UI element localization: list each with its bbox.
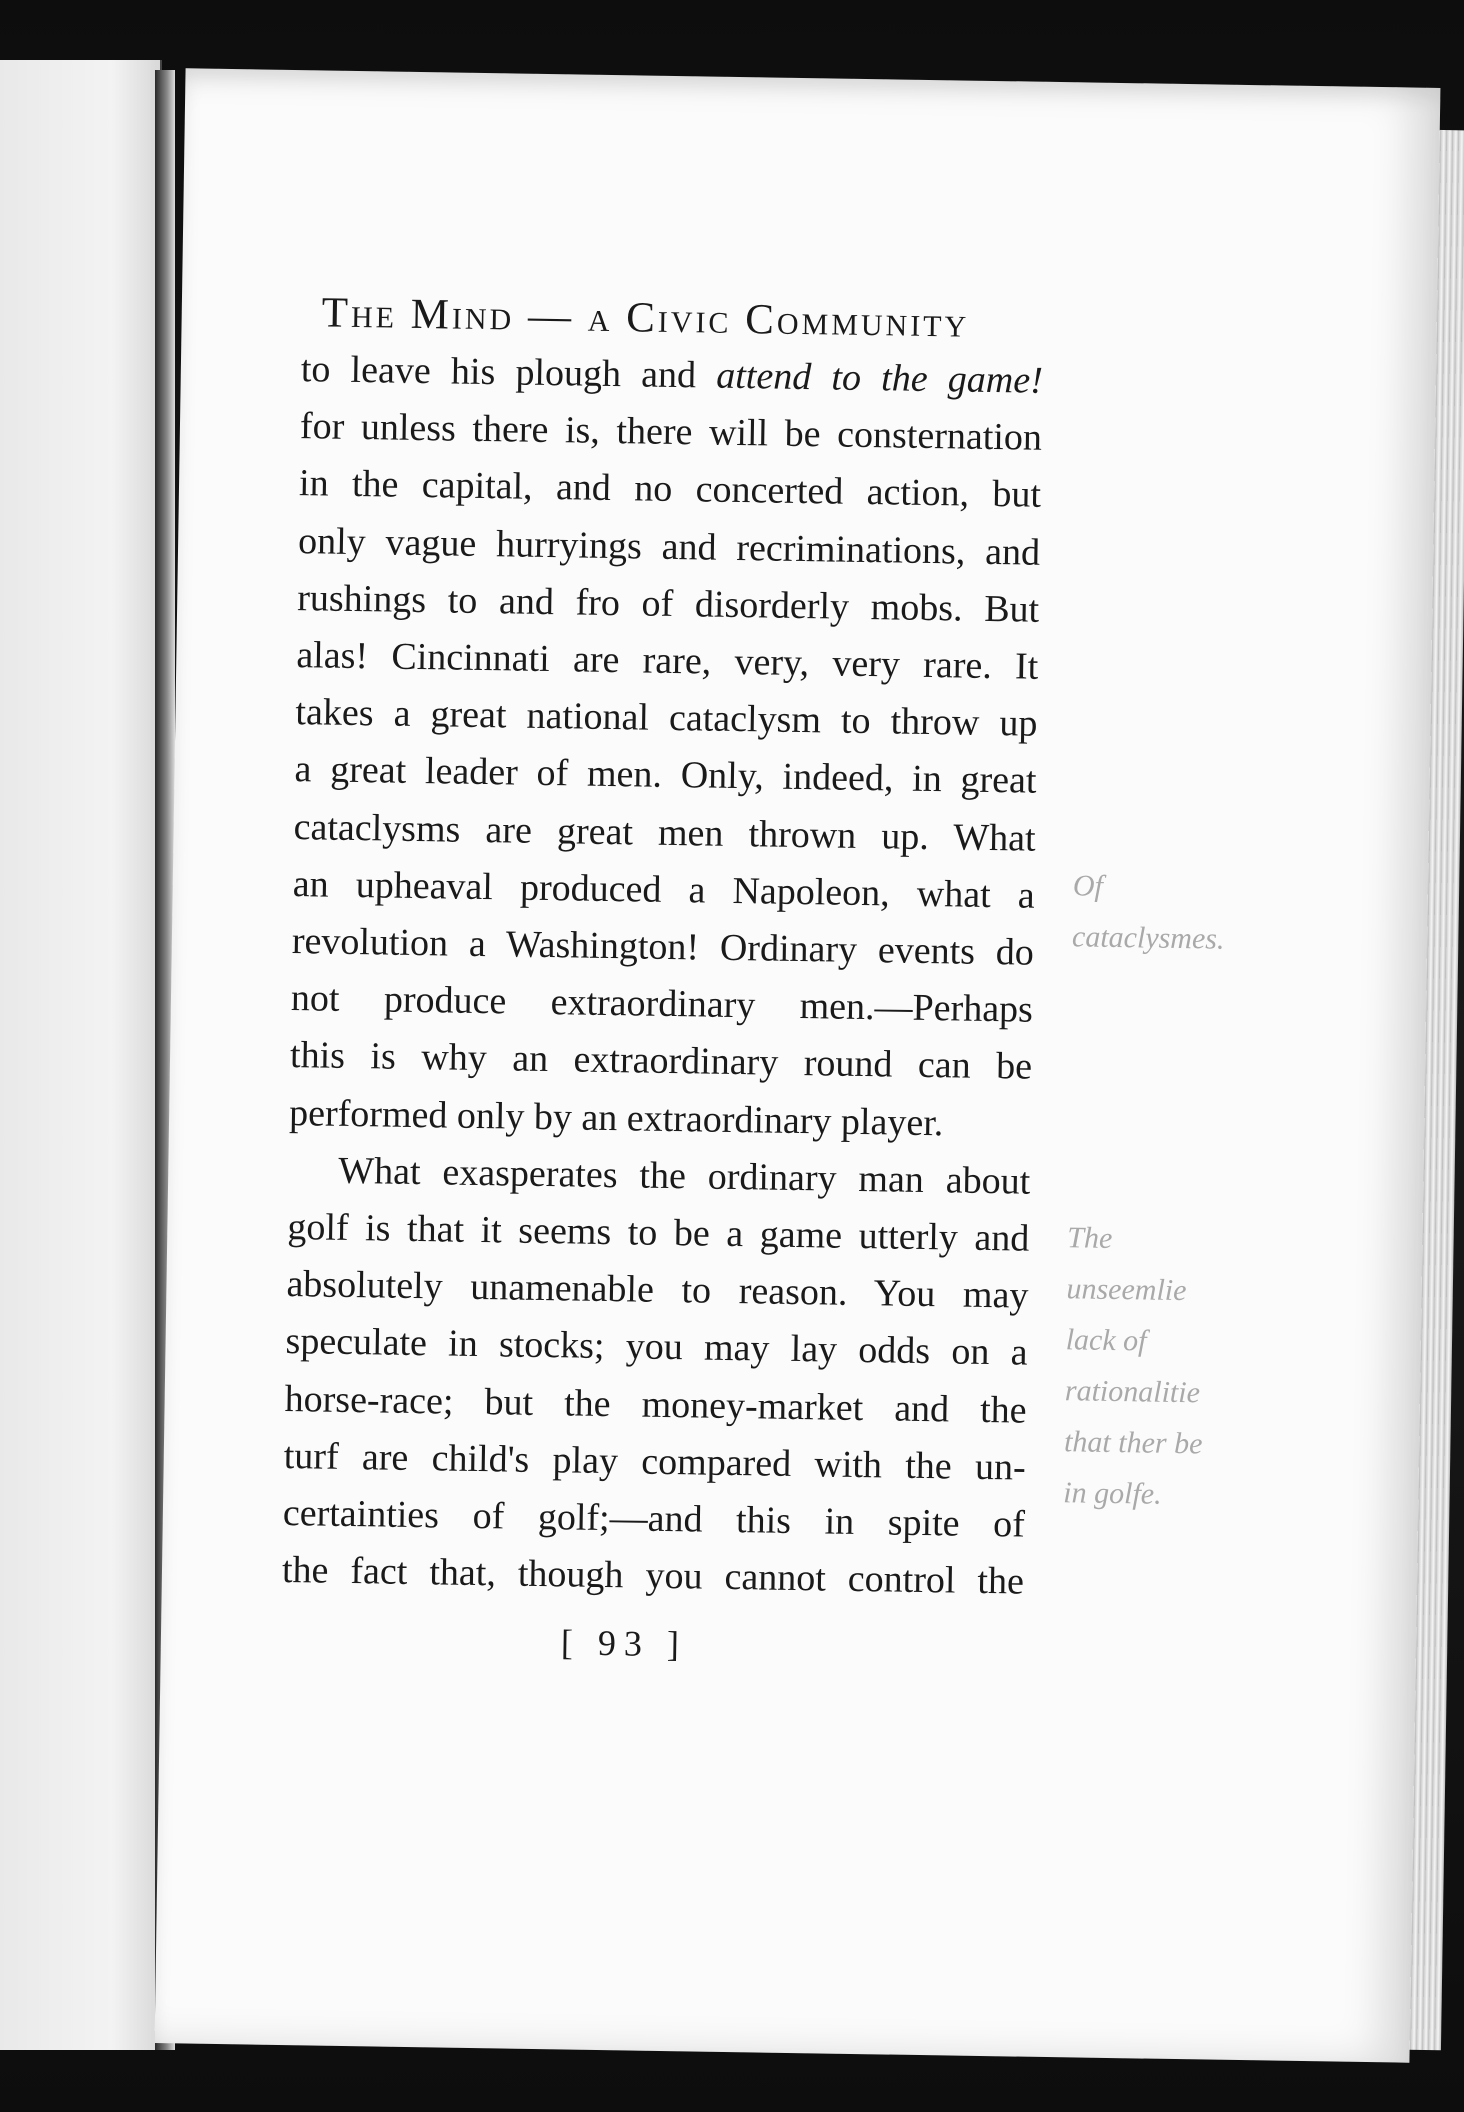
text-line: horse-race; but the money-market and the [284, 1377, 1027, 1432]
emphasis-text: attend to the game! [715, 354, 1044, 402]
text-line: only vague hurryings and recriminations, and [297, 519, 1041, 574]
text-line: absolutely unamenable to reason. You may [286, 1263, 1029, 1317]
text-line: speculate in stocks; you may lay odds on a [285, 1320, 1028, 1375]
margin-note-line: Of [1072, 869, 1104, 903]
text-line: performed only by an extraordinary player. [288, 1091, 944, 1144]
text-line: turf are child's play compared with the un- [283, 1434, 1027, 1489]
running-head: The Mind — a Civic Community [321, 289, 970, 347]
text-line: takes a great national cataclysm to throw up [295, 691, 1038, 745]
text-line: rushings to and fro of disorderly mobs. But [296, 576, 1040, 631]
text-line: golf is that it seems to be a game utterly and [287, 1206, 1030, 1260]
margin-note-line: lack of [1065, 1323, 1147, 1358]
margin-note-line: unseemlie [1066, 1272, 1187, 1308]
margin-note [1063, 1212, 1206, 1520]
text-line: alas! Cincinnati are rare, very, very rare. It [296, 634, 1039, 688]
page-number: [ 93 ] [560, 1622, 688, 1665]
margin-note-line: rationalitie [1064, 1374, 1201, 1410]
margin-note-line: that ther be [1063, 1425, 1203, 1461]
margin-note-line: cataclysmes. [1071, 920, 1225, 956]
text-line: an upheaval produced a Napoleon, what a [292, 862, 1036, 917]
text-line: the fact that, though you cannot control the [281, 1549, 1025, 1603]
page-text-block [281, 288, 1062, 1671]
book-page [155, 68, 1441, 2062]
text-line: What exasperates the ordinary man about [337, 1149, 1031, 1203]
text-line: a great leader of men. Only, indeed, in great [294, 748, 1037, 803]
text-line: for unless there is, there will be consternation [299, 405, 1043, 459]
margin-note-line: The [1067, 1221, 1113, 1255]
text-line: cataclysms are great men thrown up. What [293, 805, 1036, 860]
left-page-edge [0, 60, 162, 2050]
text-line: certainties of golf;—and this in spite of [282, 1492, 1026, 1546]
margin-note [1072, 860, 1226, 964]
text-line: this is why an extraordinary round can be [289, 1034, 1033, 1089]
text-line: revolution a Washington! Ordinary events do [291, 920, 1035, 974]
text-line: not produce extraordinary men.—Perhaps [290, 977, 1034, 1031]
text-line: to leave his plough and attend to the game! [300, 348, 1044, 402]
margin-note-line: in golfe. [1063, 1476, 1162, 1511]
text-line: in the capital, and no concerted action, but [298, 462, 1042, 517]
